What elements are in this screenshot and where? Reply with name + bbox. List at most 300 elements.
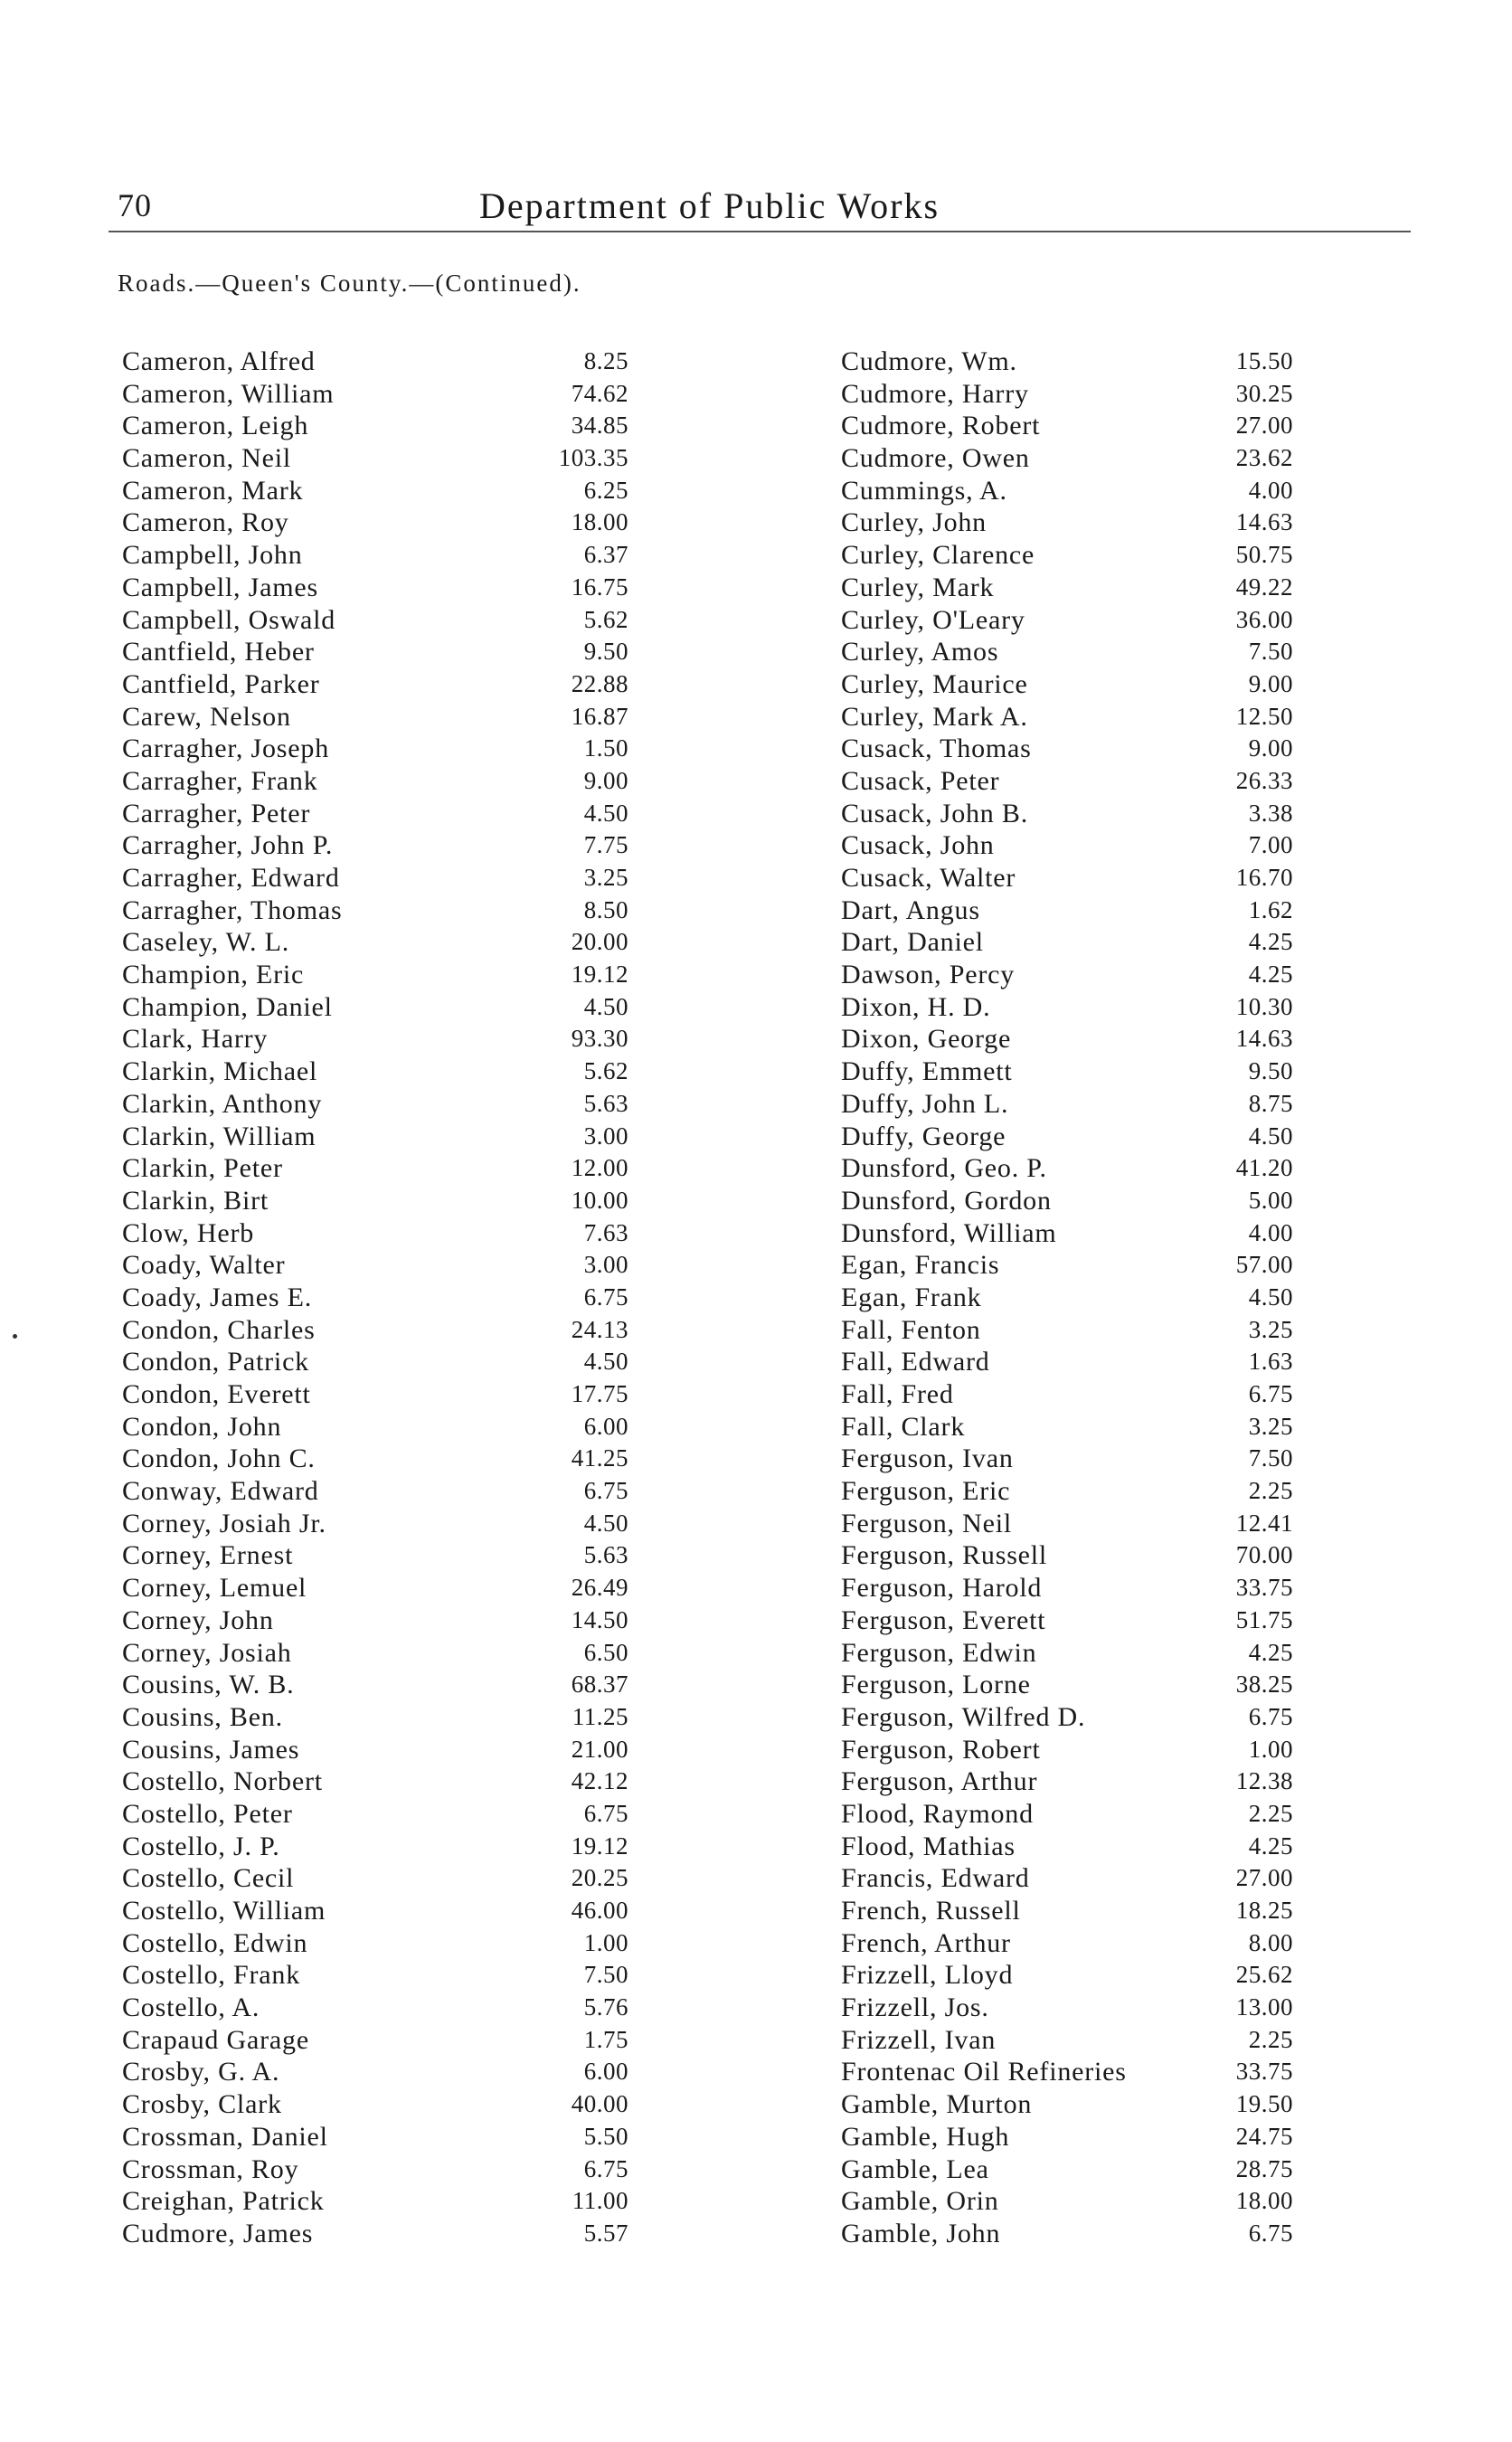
ledger-entry — [841, 1895, 1293, 1927]
entry-name: Campbell, John — [122, 540, 303, 571]
entry-amount: 5.63 — [583, 1541, 628, 1569]
entry-amount: 9.00 — [1248, 669, 1293, 697]
ledger-entry — [841, 1734, 1293, 1766]
entry-amount: 11.25 — [572, 1702, 628, 1730]
entry-name: Curley, Maurice — [841, 668, 1028, 699]
ledger-entry — [841, 765, 1293, 798]
entry-amount: 6.00 — [583, 2058, 628, 2086]
ledger-entry — [122, 1831, 628, 1863]
entry-name: Cantfield, Heber — [122, 637, 315, 667]
entry-amount: 4.50 — [583, 1348, 628, 1376]
entry-name: Francis, Edward — [841, 1863, 1030, 1894]
entry-name: Corney, Josiah — [122, 1637, 292, 1668]
ledger-entry — [841, 506, 1293, 539]
ledger-entry — [122, 1055, 628, 1088]
ledger-entry — [122, 894, 628, 927]
ledger-entry — [122, 442, 628, 475]
entry-amount: 6.37 — [583, 541, 628, 569]
entry-amount: 49.22 — [1235, 573, 1293, 601]
ledger-entry — [841, 1378, 1293, 1411]
entry-name: Fall, Edward — [841, 1347, 990, 1377]
entry-amount: 3.00 — [583, 1122, 628, 1150]
ledger-entry — [841, 378, 1293, 411]
ledger-entry — [122, 410, 628, 442]
ledger-entry — [841, 668, 1293, 701]
ledger-entry — [841, 1346, 1293, 1378]
entry-name: Carragher, Thomas — [122, 894, 343, 925]
ledger-entry — [122, 1862, 628, 1895]
ledger-entry — [122, 1282, 628, 1314]
entry-name: Cusack, Walter — [841, 863, 1016, 893]
entry-name: Campbell, Oswald — [122, 604, 336, 635]
entry-amount: 4.25 — [1248, 1638, 1293, 1666]
entry-amount: 22.88 — [571, 669, 628, 697]
ledger-entry — [841, 604, 1293, 637]
ledger-entry — [841, 1992, 1293, 2024]
entry-amount: 14.50 — [571, 1605, 628, 1633]
ledger-entry — [841, 829, 1293, 862]
entry-name: Costello, A. — [122, 1992, 260, 2023]
entry-amount: 36.00 — [1235, 605, 1293, 633]
ledger-entry — [841, 926, 1293, 959]
entry-amount: 40.00 — [571, 2090, 628, 2118]
entry-amount: 5.50 — [583, 2122, 628, 2150]
entry-amount: 14.63 — [1235, 508, 1293, 536]
entry-amount: 11.00 — [572, 2187, 628, 2215]
entry-amount: 4.50 — [583, 799, 628, 827]
entry-amount: 4.50 — [1248, 1122, 1293, 1150]
entry-name: Frizzell, Jos. — [841, 1992, 989, 2023]
entry-amount: 8.25 — [583, 347, 628, 374]
ledger-entry — [841, 1055, 1293, 1088]
ledger-entry — [122, 1572, 628, 1604]
entry-amount: 7.00 — [1248, 831, 1293, 859]
ledger-entry — [122, 1765, 628, 1798]
entry-name: Clarkin, Michael — [122, 1056, 318, 1087]
ledger-entry — [841, 1475, 1293, 1508]
entry-amount: 5.63 — [583, 1089, 628, 1117]
entry-amount: 18.25 — [1235, 1897, 1293, 1924]
ledger-entry — [841, 1314, 1293, 1347]
ledger-entry — [122, 829, 628, 862]
entry-amount: 23.62 — [1235, 444, 1293, 472]
entry-name: Cameron, Leigh — [122, 411, 309, 441]
ledger-entry — [122, 1992, 628, 2024]
ledger-entry — [841, 1411, 1293, 1443]
entry-name: Cameron, Alfred — [122, 346, 316, 376]
ledger-entry — [841, 1604, 1293, 1637]
ledger-entry — [122, 1475, 628, 1508]
entry-name: Condon, Charles — [122, 1314, 316, 1345]
entry-amount: 1.75 — [583, 2025, 628, 2053]
entry-amount: 68.37 — [571, 1671, 628, 1699]
entry-amount: 6.00 — [583, 1412, 628, 1440]
entry-amount: 2.25 — [1248, 1477, 1293, 1505]
entry-amount: 12.00 — [571, 1154, 628, 1182]
entry-name: Corney, Ernest — [122, 1540, 294, 1571]
entry-name: Cusack, Peter — [841, 765, 1000, 796]
page-title: Department of Public Works — [479, 185, 940, 226]
entry-name: Champion, Eric — [122, 960, 305, 990]
entry-amount: 2.25 — [1248, 2025, 1293, 2053]
ledger-entry — [841, 1959, 1293, 1992]
entry-amount: 8.00 — [1248, 1928, 1293, 1956]
entry-amount: 9.00 — [583, 766, 628, 794]
ledger-entry — [841, 2056, 1293, 2088]
entry-name: Conway, Edward — [122, 1476, 319, 1507]
entry-amount: 24.75 — [1235, 2122, 1293, 2150]
ledger-entry — [122, 2218, 628, 2250]
ledger-entry — [841, 539, 1293, 572]
ledger-entry — [122, 1185, 628, 1217]
entry-name: Gamble, Murton — [841, 2089, 1033, 2120]
entry-amount: 21.00 — [571, 1735, 628, 1763]
entry-name: Cudmore, Wm. — [841, 346, 1017, 376]
ledger-entry — [841, 1508, 1293, 1540]
entry-name: Carragher, Edward — [122, 863, 340, 893]
ledger-entry — [841, 1539, 1293, 1572]
entry-name: Dixon, H. D. — [841, 991, 991, 1022]
entry-amount: 1.00 — [583, 1928, 628, 1956]
entry-amount: 51.75 — [1235, 1605, 1293, 1633]
entry-name: Costello, Norbert — [122, 1766, 323, 1797]
ledger-entry — [122, 1959, 628, 1992]
entry-name: Cameron, Neil — [122, 443, 292, 474]
entry-amount: 1.00 — [1248, 1735, 1293, 1763]
ledger-entry — [122, 1346, 628, 1378]
entry-amount: 5.57 — [583, 2219, 628, 2247]
entry-amount: 8.75 — [1248, 1089, 1293, 1117]
entry-amount: 6.75 — [583, 1477, 628, 1505]
entry-name: Dixon, George — [841, 1024, 1012, 1055]
entry-name: Champion, Daniel — [122, 991, 333, 1022]
ledger-entry — [841, 1443, 1293, 1475]
entry-name: Curley, John — [841, 507, 987, 538]
entry-name: Curley, Amos — [841, 637, 999, 667]
entry-amount: 7.63 — [583, 1218, 628, 1246]
entry-name: Duffy, John L. — [841, 1088, 1009, 1119]
entry-name: Clow, Herb — [122, 1217, 255, 1248]
entry-amount: 2.25 — [1248, 1799, 1293, 1827]
entry-amount: 4.25 — [1248, 1832, 1293, 1860]
ledger-entry — [122, 1121, 628, 1153]
ledger-entry — [122, 668, 628, 701]
entry-amount: 26.49 — [571, 1574, 628, 1602]
entry-name: Costello, William — [122, 1896, 326, 1926]
ledger-entry — [841, 701, 1293, 734]
ledger-entry — [841, 798, 1293, 830]
ledger-entry — [122, 1152, 628, 1185]
ledger-entry — [122, 378, 628, 411]
entry-name: Duffy, George — [841, 1121, 1006, 1151]
entry-name: Carragher, Peter — [122, 798, 311, 828]
entry-amount: 34.85 — [571, 412, 628, 440]
entry-name: Ferguson, Harold — [841, 1573, 1043, 1604]
ledger-entry — [122, 506, 628, 539]
entry-name: Clarkin, Peter — [122, 1153, 283, 1184]
entry-name: Fall, Fred — [841, 1379, 954, 1409]
entry-name: Condon, John C. — [122, 1443, 316, 1474]
entry-amount: 6.25 — [583, 476, 628, 504]
entry-amount: 25.62 — [1235, 1961, 1293, 1989]
entry-name: Dawson, Percy — [841, 960, 1016, 990]
entry-name: Costello, Edwin — [122, 1927, 308, 1958]
ledger-entry — [122, 1734, 628, 1766]
entry-name: Coady, Walter — [122, 1250, 286, 1281]
entry-name: Crosby, G. A. — [122, 2057, 280, 2087]
entry-name: Flood, Mathias — [841, 1831, 1016, 1861]
ledger-entry — [122, 1249, 628, 1282]
entry-name: Ferguson, Ivan — [841, 1443, 1014, 1474]
ledger-entry — [841, 1185, 1293, 1217]
ledger-entry — [841, 733, 1293, 765]
ledger-entry — [841, 410, 1293, 442]
entry-amount: 3.00 — [583, 1251, 628, 1279]
entry-amount: 41.25 — [571, 1444, 628, 1472]
entry-amount: 13.00 — [1235, 1993, 1293, 2021]
entry-name: Clarkin, Anthony — [122, 1088, 323, 1119]
entry-amount: 27.00 — [1235, 412, 1293, 440]
entry-amount: 6.50 — [583, 1638, 628, 1666]
entry-name: Ferguson, Russell — [841, 1540, 1048, 1571]
entry-name: Egan, Francis — [841, 1250, 1000, 1281]
ledger-entry — [122, 1604, 628, 1637]
entry-amount: 14.63 — [1235, 1025, 1293, 1053]
entry-name: Clarkin, William — [122, 1121, 317, 1151]
ledger-entry — [841, 2121, 1293, 2153]
entry-amount: 10.30 — [1235, 992, 1293, 1020]
ledger-entry — [841, 2153, 1293, 2186]
entry-name: Cummings, A. — [841, 475, 1007, 506]
ledger-entry — [841, 1152, 1293, 1185]
entry-amount: 74.62 — [571, 379, 628, 407]
entry-amount: 93.30 — [571, 1025, 628, 1053]
entry-name: French, Arthur — [841, 1927, 1011, 1958]
ledger-entry — [122, 1314, 628, 1347]
entry-name: Cousins, James — [122, 1734, 300, 1765]
entry-amount: 28.75 — [1235, 2154, 1293, 2182]
entry-amount: 20.25 — [571, 1864, 628, 1892]
entry-amount: 15.50 — [1235, 347, 1293, 374]
entry-name: Cousins, W. B. — [122, 1670, 295, 1700]
entry-name: Cudmore, Owen — [841, 443, 1030, 474]
ledger-entry — [841, 862, 1293, 894]
ledger-entry — [841, 959, 1293, 991]
entry-name: Condon, Everett — [122, 1379, 311, 1409]
entry-name: Condon, Patrick — [122, 1347, 309, 1377]
ledger-entry — [122, 701, 628, 734]
entry-amount: 12.50 — [1235, 702, 1293, 730]
entry-name: Dunsford, Gordon — [841, 1185, 1052, 1216]
entry-amount: 46.00 — [571, 1897, 628, 1924]
entry-name: Carragher, John P. — [122, 830, 334, 861]
entry-name: Dart, Angus — [841, 894, 980, 925]
ledger-entry — [122, 991, 628, 1024]
ledger-entry — [122, 2024, 628, 2057]
entry-amount: 26.33 — [1235, 766, 1293, 794]
ledger-entry — [841, 1701, 1293, 1734]
ledger-entry — [122, 604, 628, 637]
entry-amount: 16.70 — [1235, 864, 1293, 891]
entry-name: Gamble, John — [841, 2218, 1001, 2248]
ledger-entry — [122, 1895, 628, 1927]
entry-amount: 24.13 — [571, 1315, 628, 1343]
entry-amount: 20.00 — [571, 928, 628, 956]
entry-name: Dunsford, William — [841, 1217, 1057, 1248]
entry-name: Ferguson, Neil — [841, 1508, 1012, 1538]
entry-name: Costello, J. P. — [122, 1831, 280, 1861]
entry-amount: 5.00 — [1248, 1186, 1293, 1214]
ledger-entry — [122, 2153, 628, 2186]
entry-name: Corney, Lemuel — [122, 1573, 307, 1604]
entry-name: Clark, Harry — [122, 1024, 269, 1055]
ledger-entry — [122, 636, 628, 668]
ledger-entry — [841, 991, 1293, 1024]
entry-amount: 5.76 — [583, 1993, 628, 2021]
entry-name: Caseley, W. L. — [122, 927, 290, 958]
entry-name: Costello, Cecil — [122, 1863, 295, 1894]
entry-amount: 4.50 — [1248, 1283, 1293, 1311]
entry-name: Dart, Daniel — [841, 927, 984, 958]
ledger-entry — [122, 572, 628, 604]
entry-name: Crapaud Garage — [122, 2024, 309, 2055]
ledger-entry — [122, 2185, 628, 2218]
entry-name: Cudmore, James — [122, 2218, 314, 2248]
entry-name: Ferguson, Everett — [841, 1604, 1046, 1635]
ledger-entry — [122, 1637, 628, 1670]
ledger-entry — [841, 1927, 1293, 1960]
entry-name: Ferguson, Wilfred D. — [841, 1701, 1086, 1732]
entry-amount: 27.00 — [1235, 1864, 1293, 1892]
right-column — [841, 345, 1293, 2250]
ledger-entry — [841, 1798, 1293, 1831]
entry-amount: 7.50 — [583, 1961, 628, 1989]
entry-amount: 18.00 — [571, 508, 628, 536]
entry-name: Creighan, Patrick — [122, 2186, 325, 2217]
entry-amount: 9.00 — [1248, 734, 1293, 762]
entry-name: Corney, Josiah Jr. — [122, 1508, 326, 1538]
entry-amount: 9.50 — [583, 638, 628, 666]
entry-name: Gamble, Orin — [841, 2186, 999, 2217]
entry-amount: 4.25 — [1248, 961, 1293, 989]
entry-name: Ferguson, Robert — [841, 1734, 1041, 1765]
ledger-entry — [122, 1539, 628, 1572]
entry-name: Flood, Raymond — [841, 1798, 1034, 1829]
entry-name: Ferguson, Edwin — [841, 1637, 1037, 1668]
entry-name: Crosby, Clark — [122, 2089, 282, 2120]
entry-name: Carragher, Frank — [122, 765, 318, 796]
ledger-entry — [841, 2218, 1293, 2250]
ledger-entry — [841, 1831, 1293, 1863]
entry-name: Egan, Frank — [841, 1282, 982, 1312]
entry-amount: 6.75 — [583, 1799, 628, 1827]
ledger-entry — [841, 1572, 1293, 1604]
entry-amount: 3.25 — [1248, 1315, 1293, 1343]
entry-amount: 7.50 — [1248, 638, 1293, 666]
ledger-entry — [841, 1669, 1293, 1701]
entry-amount: 4.00 — [1248, 1218, 1293, 1246]
entry-name: Fall, Fenton — [841, 1314, 981, 1345]
ledger-entry — [122, 1088, 628, 1121]
entry-name: Curley, Mark A. — [841, 701, 1028, 732]
ledger-entry — [841, 894, 1293, 927]
entry-amount: 16.75 — [571, 573, 628, 601]
entry-amount: 1.63 — [1248, 1348, 1293, 1376]
entry-name: Frizzell, Ivan — [841, 2024, 997, 2055]
entry-name: Curley, Clarence — [841, 540, 1035, 571]
section-heading: Roads.—Queen's County.—(Continued). — [118, 270, 581, 297]
entry-name: Costello, Frank — [122, 1960, 300, 1991]
ledger-entry — [122, 1411, 628, 1443]
entry-amount: 19.50 — [1235, 2090, 1293, 2118]
entry-amount: 33.75 — [1235, 2058, 1293, 2086]
entry-amount: 3.38 — [1248, 799, 1293, 827]
entry-name: Crossman, Daniel — [122, 2121, 328, 2152]
entry-amount: 6.75 — [583, 2154, 628, 2182]
entry-amount: 7.75 — [583, 831, 628, 859]
ledger-entry — [122, 926, 628, 959]
ledger-entry — [122, 1669, 628, 1701]
ledger-entry — [841, 345, 1293, 378]
ledger-entry — [841, 1023, 1293, 1055]
ledger-entry — [122, 733, 628, 765]
ledger-entry — [841, 2088, 1293, 2121]
entry-amount: 1.50 — [583, 734, 628, 762]
ledger-entry — [122, 1217, 628, 1250]
ledger-entry — [122, 1927, 628, 1960]
entry-amount: 16.87 — [571, 702, 628, 730]
entry-name: Cusack, Thomas — [841, 734, 1032, 764]
entry-name: Cameron, William — [122, 378, 335, 409]
entry-name: Dunsford, Geo. P. — [841, 1153, 1047, 1184]
entry-name: Coady, James E. — [122, 1282, 313, 1312]
entry-name: Campbell, James — [122, 572, 318, 602]
entry-amount: 7.50 — [1248, 1444, 1293, 1472]
entry-name: Carragher, Joseph — [122, 734, 329, 764]
entry-name: Cameron, Mark — [122, 475, 304, 506]
entry-name: Crossman, Roy — [122, 2153, 299, 2184]
entry-name: Clarkin, Birt — [122, 1185, 269, 1216]
ledger-entry — [122, 959, 628, 991]
ledger-entry — [841, 1282, 1293, 1314]
entry-name: Cusack, John B. — [841, 798, 1028, 828]
entry-name: Costello, Peter — [122, 1798, 293, 1829]
entry-amount: 12.41 — [1235, 1509, 1293, 1537]
title-rule — [109, 231, 1411, 232]
ledger-entry — [841, 636, 1293, 668]
ledger-entry — [841, 1637, 1293, 1670]
entry-amount: 10.00 — [571, 1186, 628, 1214]
entry-name: Frontenac Oil Refineries — [841, 2057, 1127, 2087]
ledger-entry — [122, 2056, 628, 2088]
entry-amount: 3.25 — [583, 864, 628, 891]
entry-amount: 5.62 — [583, 1057, 628, 1085]
entry-amount: 103.35 — [558, 444, 628, 472]
ledger-entry — [122, 1023, 628, 1055]
entry-name: Cantfield, Parker — [122, 668, 320, 699]
left-column — [122, 345, 628, 2250]
ledger-entry — [841, 442, 1293, 475]
ledger-entry — [841, 1862, 1293, 1895]
entry-amount: 50.75 — [1235, 541, 1293, 569]
ledger-entry — [841, 475, 1293, 507]
ledger-entry — [122, 862, 628, 894]
entry-amount: 9.50 — [1248, 1057, 1293, 1085]
ledger-entry — [122, 539, 628, 572]
ledger-entry — [122, 1443, 628, 1475]
entry-amount: 30.25 — [1235, 379, 1293, 407]
entry-name: Duffy, Emmett — [841, 1056, 1013, 1087]
